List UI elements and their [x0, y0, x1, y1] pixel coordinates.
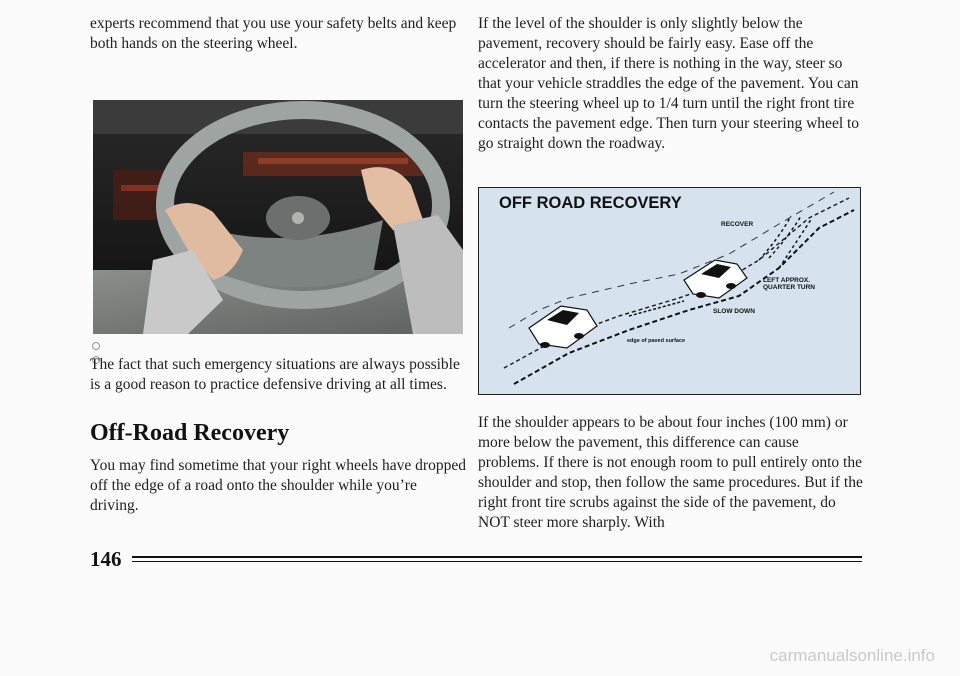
label-quarter-turn: LEFT APPROX. QUARTER TURN — [763, 277, 815, 291]
label-slow-down: SLOW DOWN — [713, 308, 755, 315]
steering-wheel-photo — [93, 100, 463, 334]
steering-wheel-illustration — [93, 100, 463, 334]
label-recover: RECOVER — [721, 221, 754, 228]
watermark: carmanualsonline.info — [769, 646, 935, 665]
car-rear — [529, 306, 597, 348]
diagram-title: OFF ROAD RECOVERY — [499, 194, 682, 212]
car-front — [684, 260, 747, 298]
emergency-paragraph: The fact that such emergency situations are always possible is a good reason to practice defensive driving at all times. — [90, 356, 460, 393]
deep-shoulder-paragraph: If the shoulder appears to be about four inches (100 mm) or more below the pavement, this difference can cause problems. If there is not enough room to pull entirely onto the shoulder and stop, then follow the same procedures. But if the right front tire scrubs against the side of the pavement, do NOT steer more sharply. With — [478, 414, 863, 531]
intro-paragraph: experts recommend that you use your safety belts and keep both hands on the steering wheel. — [90, 15, 457, 52]
footer-rule — [132, 556, 862, 558]
footer-rule-thin — [132, 561, 862, 562]
section-heading: Off-Road Recovery — [90, 420, 290, 446]
page-number: 146 — [90, 547, 122, 571]
off-road-recovery-diagram — [478, 187, 861, 395]
section-paragraph: You may find sometime that your right wheels have dropped off the edge of a road onto the shoulder while you’re driving. — [90, 457, 466, 514]
shoulder-paragraph: If the level of the shoulder is only slightly below the pavement, recovery should be fairly easy. Ease off the accelerator and then, if there is nothing in the way, steer so that your vehicle straddles the edge of the pavement. You can turn the steering wheel up to 1/4 turn until the right front tire contacts the pavement edge. Then turn your steering wheel to go straight down the roadway. — [478, 15, 860, 152]
label-edge: edge of paved surface — [627, 338, 686, 344]
